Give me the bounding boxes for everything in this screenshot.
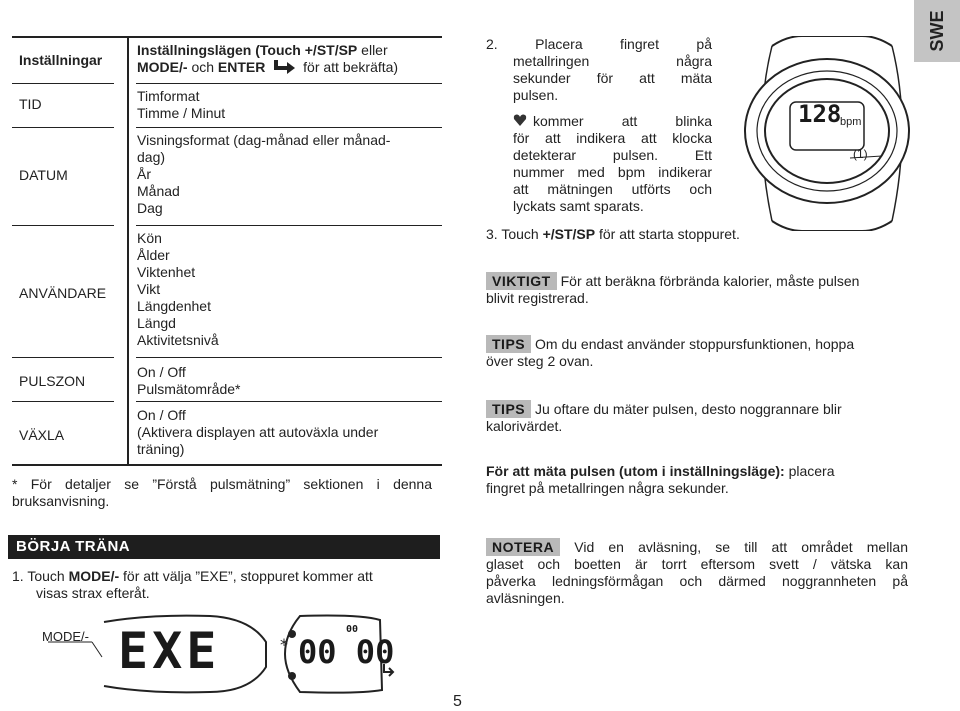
indicator-dot-icon [288, 672, 296, 680]
asterisk-icon: * [280, 635, 288, 654]
row-label-vaxla: VÄXLA [19, 427, 65, 443]
watch-display-unit: bpm [840, 116, 862, 128]
row-label-anvandare: ANVÄNDARE [19, 285, 107, 301]
enter-arrow-icon [273, 59, 299, 75]
viktigt-tag: VIKTIGT [486, 272, 557, 290]
heart-icon [513, 114, 527, 126]
watch-illustration [732, 36, 932, 231]
measure-instruction: För att mäta pulsen (utom i inställningsläge): placera fingret på metallringen några sekunder. [486, 463, 835, 496]
row-label-pulszon: PULSZON [19, 373, 86, 389]
table-footnote: * För detaljer se ”Förstå pulsmätning” sektionen i denna bruksanvisning. [12, 476, 432, 509]
row-label-datum: DATUM [19, 167, 68, 183]
page-number: 5 [453, 693, 462, 710]
row-items-tid: Timformat Timme / Minut [137, 88, 226, 121]
row-items-anvandare: Kön Ålder Viktenhet Vikt Längdenhet Längd Aktivitetsnivå [137, 230, 219, 348]
viktigt-note: VIKTIGT För att beräkna förbrända kalorier, måste pulsen blivit registrerad. [486, 273, 860, 306]
exe-display-illustration [40, 612, 460, 694]
indicator-dot-icon [288, 630, 296, 638]
step-2: 2. Placera fingret på metallringen några sekunder för att mäta pulsen. [486, 36, 712, 103]
tips-tag: TIPS [486, 400, 531, 418]
notera-note: NOTERA Vid en avläsning, se till att området mellan glaset och boetten är torrt eftersom svett / vätska kan påverka ledningsförmågan och därmed noggrannheten på avläsningen. [486, 539, 908, 606]
lcd-small-text: 00 [346, 624, 359, 635]
row-label-tid: TID [19, 96, 42, 112]
table-header-right: Inställningslägen (Touch +/ST/SP eller MODE/- och ENTER för att bekräfta) [137, 42, 399, 75]
row-items-datum: Visningsformat (dag-månad eller månad- dag) År Månad Dag [137, 132, 391, 216]
tips-note-2: TIPS Ju oftare du mäter pulsen, desto noggrannare blir kalorivärdet. [486, 401, 842, 434]
language-tab: SWE [914, 0, 960, 62]
row-items-pulszon: On / Off Pulsmätområde* [137, 364, 241, 397]
section-heading-borja-trana: BÖRJA TRÄNA [8, 535, 440, 559]
watch-callout-label: (1) [853, 147, 868, 161]
step-2-continued: kommer att blinka för att indikera att klocka detekterar pulsen. Ett nummer med bpm indikerar att mätningen utförts och lyckats samt sparats. [513, 113, 712, 214]
watch-display-value: 128 [798, 100, 842, 128]
mode-button-label: MODE/- [42, 629, 89, 644]
lcd-time-text: 00 00 [298, 633, 395, 671]
step-3: 3. Touch +/ST/SP för att starta stoppuret. [486, 226, 740, 242]
row-items-vaxla: On / Off (Aktivera displayen att autoväxla under träning) [137, 407, 379, 457]
notera-tag: NOTERA [486, 538, 560, 556]
lcd-exe-text: EXE [118, 622, 221, 680]
step-1: 1. Touch MODE/- för att välja ”EXE”, stoppuret kommer att visas strax efteråt. [12, 568, 373, 601]
tips-tag: TIPS [486, 335, 531, 353]
table-header-left: Inställningar [19, 52, 103, 68]
tips-note-1: TIPS Om du endast använder stoppursfunktionen, hoppa över steg 2 ovan. [486, 336, 855, 369]
